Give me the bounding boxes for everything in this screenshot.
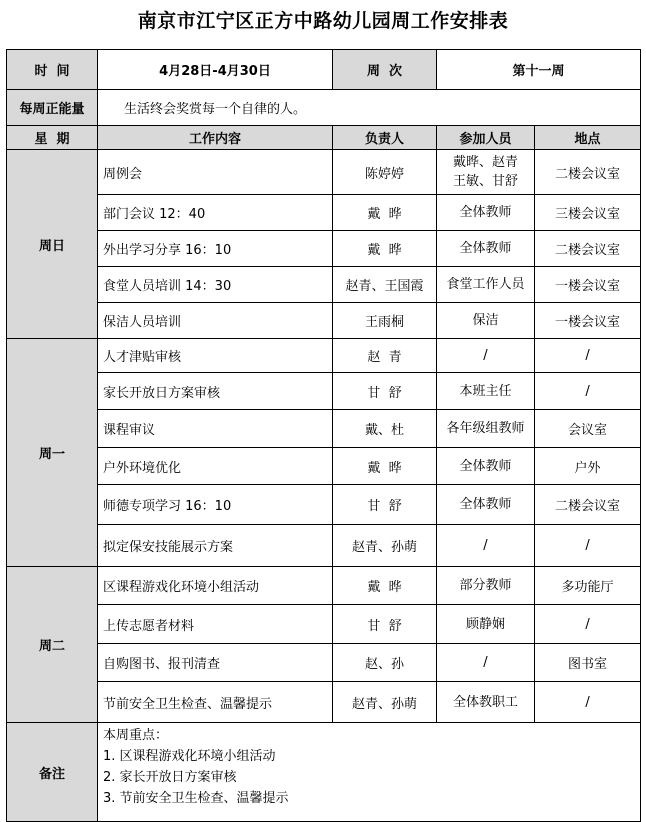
energy-row: [7, 90, 641, 126]
table-row: [7, 567, 641, 605]
participant-line: 全体教师: [459, 458, 512, 474]
location-cell: 会议室: [535, 410, 641, 448]
participant-line: 王敏、甘舒: [452, 174, 518, 189]
owner-cell: 戴、杜: [333, 410, 437, 448]
table-row: [7, 231, 641, 267]
participants-cell: [437, 485, 535, 525]
task-cell: 户外环境优化: [98, 448, 333, 485]
location-cell: /: [535, 373, 641, 410]
table-row: [7, 410, 641, 448]
notes-item: 3. 节前安全卫生检查、温馨提示: [103, 791, 289, 806]
task-cell: 课程审议: [98, 410, 333, 448]
location-cell: /: [535, 339, 641, 373]
participant-line: 食堂工作人员: [446, 277, 525, 292]
participants-cell: [437, 448, 535, 485]
task-cell: 周例会: [98, 150, 333, 195]
owner-cell: 甘 舒: [333, 485, 437, 525]
participant-line: 全体教师: [459, 241, 512, 256]
table-row: [7, 150, 641, 195]
day-label: 周一: [7, 339, 98, 567]
participants-cell: [437, 267, 535, 303]
table-row: [7, 525, 641, 567]
participant-line: 顾静娴: [465, 616, 505, 632]
table-row: [7, 303, 641, 339]
participant-line: 全体教师: [459, 497, 512, 512]
location-cell: 二楼会议室: [535, 485, 641, 525]
location-cell: 图书室: [535, 644, 641, 682]
participants-cell: [437, 373, 535, 410]
participant-line: /: [483, 538, 488, 553]
page-title: 南京市江宁区正方中路幼儿园周工作安排表: [137, 10, 509, 32]
owner-cell: 赵青、孙萌: [333, 525, 437, 567]
participant-line: /: [483, 348, 488, 363]
participant-line: 戴晔、赵青: [452, 155, 518, 170]
owner-cell: 赵青、王国霞: [333, 267, 437, 303]
task-cell: 节前安全卫生检查、温馨提示: [98, 682, 333, 723]
task-cell: 外出学习分享 16：10: [98, 231, 333, 267]
owner-cell: 赵、孙: [333, 644, 437, 682]
header-row: [7, 50, 641, 90]
notes-label: 备注: [7, 723, 98, 822]
participant-line: 各年级组教师: [446, 421, 525, 436]
participants-cell: [437, 605, 535, 644]
task-cell: 拟定保安技能展示方案: [98, 525, 333, 567]
notes-item: 2. 家长开放日方案审核: [103, 770, 237, 785]
location-cell: 三楼会议室: [535, 195, 641, 231]
table-row: [7, 644, 641, 682]
table-row: [7, 605, 641, 644]
owner-cell: 戴 晔: [333, 195, 437, 231]
day-label: 周日: [7, 150, 98, 339]
location-cell: 二楼会议室: [535, 231, 641, 267]
notes-row: [7, 723, 641, 822]
participant-line: 部分教师: [459, 578, 512, 593]
table-row: [7, 485, 641, 525]
day-label: 周二: [7, 567, 98, 723]
participants-cell: [437, 567, 535, 605]
participants-cell: [437, 231, 535, 267]
owner-cell: 陈婷婷: [333, 150, 437, 195]
notes-heading: 本周重点：: [103, 728, 169, 743]
col-task: 工作内容: [98, 126, 333, 150]
task-cell: 上传志愿者材料: [98, 605, 333, 644]
participants-cell: [437, 339, 535, 373]
participant-line: 保洁: [472, 313, 499, 328]
col-owner: 负责人: [333, 126, 437, 150]
column-header-row: [7, 126, 641, 150]
date-range: 4月28日-4月30日: [98, 50, 333, 90]
participants-cell: [437, 195, 535, 231]
col-day: 星 期: [7, 126, 98, 150]
owner-cell: 赵 青: [333, 339, 437, 373]
table-row: [7, 339, 641, 373]
table-row: [7, 195, 641, 231]
participants-cell: [437, 644, 535, 682]
table-row: [7, 267, 641, 303]
location-cell: /: [535, 605, 641, 644]
task-cell: 师德专项学习 16：10: [98, 485, 333, 525]
schedule-table: [6, 49, 641, 822]
energy-label: 每周正能量: [7, 90, 98, 126]
time-label: 时 间: [7, 50, 98, 90]
participants-cell: [437, 150, 535, 195]
table-row: [7, 448, 641, 485]
task-cell: 家长开放日方案审核: [98, 373, 333, 410]
task-cell: 食堂人员培训 14：30: [98, 267, 333, 303]
location-cell: 一楼会议室: [535, 267, 641, 303]
location-cell: /: [535, 682, 641, 723]
task-cell: 部门会议 12：40: [98, 195, 333, 231]
owner-cell: 赵青、孙萌: [333, 682, 437, 723]
participant-line: 全体教师: [459, 205, 512, 220]
notes-item: 1. 区课程游戏化环境小组活动: [103, 749, 276, 764]
participant-line: 全体教职工: [452, 694, 518, 710]
col-participants: 参加人员: [437, 126, 535, 150]
participant-line: 本班主任: [459, 383, 512, 399]
owner-cell: 戴 晔: [333, 231, 437, 267]
participants-cell: [437, 525, 535, 567]
participants-cell: [437, 303, 535, 339]
energy-text: 生活终会奖赏每一个自律的人。: [98, 90, 641, 126]
location-cell: 二楼会议室: [535, 150, 641, 195]
location-cell: 户外: [535, 448, 641, 485]
participants-cell: [437, 682, 535, 723]
location-cell: 多功能厅: [535, 567, 641, 605]
owner-cell: 甘 舒: [333, 605, 437, 644]
week-value: 第十一周: [437, 50, 641, 90]
location-cell: 一楼会议室: [535, 303, 641, 339]
notes-content: [98, 723, 641, 822]
table-row: [7, 682, 641, 723]
col-location: 地点: [535, 126, 641, 150]
owner-cell: 戴 晔: [333, 448, 437, 485]
task-cell: 自购图书、报刊清查: [98, 644, 333, 682]
week-label: 周 次: [333, 50, 437, 90]
task-cell: 区课程游戏化环境小组活动: [98, 567, 333, 605]
participants-cell: [437, 410, 535, 448]
table-row: [7, 373, 641, 410]
location-cell: /: [535, 525, 641, 567]
owner-cell: 王雨桐: [333, 303, 437, 339]
participant-line: /: [483, 655, 488, 670]
task-cell: 保洁人员培训: [98, 303, 333, 339]
owner-cell: 戴 晔: [333, 567, 437, 605]
task-cell: 人才津贴审核: [98, 339, 333, 373]
owner-cell: 甘 舒: [333, 373, 437, 410]
